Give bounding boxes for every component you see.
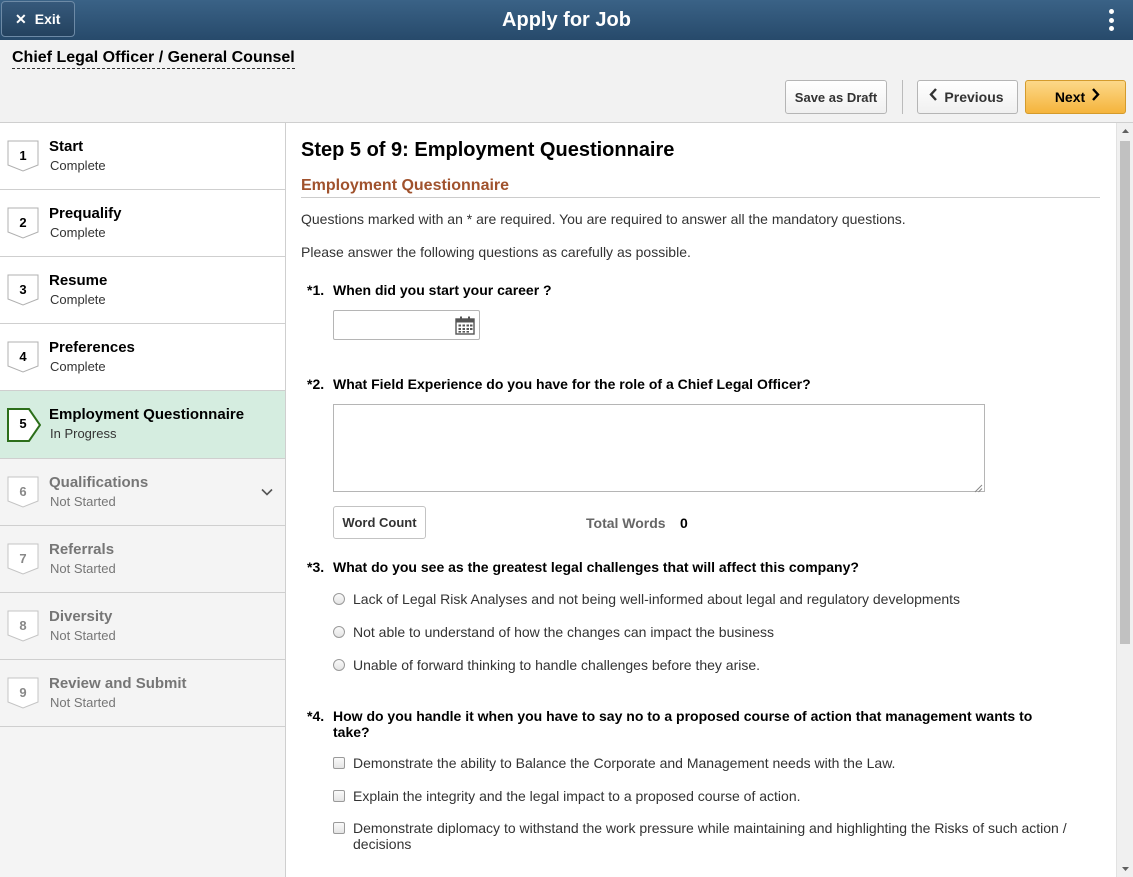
chevron-right-icon <box>1091 88 1100 106</box>
step-label: Qualifications <box>49 474 149 491</box>
step-item-resume[interactable] <box>0 257 285 324</box>
question-number: *2. <box>307 376 325 392</box>
exit-label: Exit <box>34 11 61 27</box>
total-words-label: Total Words <box>586 515 666 531</box>
question-number: *1. <box>307 282 325 298</box>
job-title-link[interactable]: Chief Legal Officer / General Counsel <box>12 49 295 69</box>
step-label: Diversity <box>49 608 113 625</box>
step-status: Complete <box>50 225 106 240</box>
step-label: Employment Questionnaire <box>49 406 245 423</box>
career-start-date-field[interactable] <box>333 310 480 340</box>
word-count-button[interactable]: Word Count <box>333 506 426 539</box>
question-text: How do you handle it when you have to say no to a proposed course of action that management wants to take? <box>333 708 1033 740</box>
step-number-badge: 1 <box>7 140 39 172</box>
kebab-menu-icon[interactable] <box>1109 9 1115 31</box>
question-1 <box>307 282 552 298</box>
option-label: Unable of forward thinking to handle challenges before they arise. <box>353 657 761 673</box>
page-header-title: Apply for Job <box>502 9 631 31</box>
step-label: Prequalify <box>49 205 122 222</box>
step-status: Not Started <box>50 561 116 576</box>
checkbox[interactable] <box>333 822 345 834</box>
step-number-badge: 3 <box>7 274 39 306</box>
step-number-badge: 2 <box>7 207 39 239</box>
total-words-value: 0 <box>680 515 688 531</box>
checkbox[interactable] <box>333 790 345 802</box>
top-header-bar <box>0 0 1133 40</box>
previous-label: Previous <box>944 89 1004 105</box>
step-status: Not Started <box>50 695 116 710</box>
step-number-badge: 9 <box>7 677 39 709</box>
question-number: *4. <box>307 708 325 724</box>
step-status: Not Started <box>50 628 116 643</box>
radio-option[interactable] <box>333 657 1103 673</box>
page-title: Step 5 of 9: Employment Questionnaire <box>301 139 675 161</box>
step-number-badge: 6 <box>7 476 39 508</box>
radio-button[interactable] <box>333 659 345 671</box>
vertical-scrollbar[interactable] <box>1116 123 1133 877</box>
close-icon: ✕ <box>15 10 27 27</box>
option-label: Demonstrate diplomacy to withstand the work pressure while maintaining and highlighting the Risks of such action / decisions <box>353 820 1067 852</box>
step-item-diversity[interactable] <box>0 593 285 660</box>
step-status: Complete <box>50 158 106 173</box>
checkbox[interactable] <box>333 757 345 769</box>
step-label: Referrals <box>49 541 115 558</box>
checkbox-option[interactable] <box>333 820 1103 852</box>
chevron-left-icon <box>929 88 938 106</box>
option-label: Lack of Legal Risk Analyses and not being well-informed about legal and regulatory developments <box>353 591 961 607</box>
radio-button[interactable] <box>333 626 345 638</box>
step-number-badge: 7 <box>7 543 39 575</box>
step-item-start[interactable] <box>0 123 285 190</box>
checkbox-option[interactable] <box>333 788 1103 804</box>
section-title: Employment Questionnaire <box>301 177 510 194</box>
section-divider <box>301 197 1100 198</box>
questionnaire-content <box>286 123 1116 877</box>
option-label: Demonstrate the ability to Balance the Corporate and Management needs with the Law. <box>353 755 896 771</box>
question-text: What do you see as the greatest legal challenges that will affect this company? <box>333 559 859 575</box>
option-label: Not able to understand of how the changes can impact the business <box>353 624 775 640</box>
question-4 <box>307 708 1067 740</box>
step-item-prequalify[interactable] <box>0 190 285 257</box>
question-text: When did you start your career ? <box>333 282 552 298</box>
step-item-preferences[interactable] <box>0 324 285 391</box>
question-text: What Field Experience do you have for the role of a Chief Legal Officer? <box>333 376 811 392</box>
step-item-review-and-submit[interactable] <box>0 660 285 727</box>
radio-option[interactable] <box>333 624 1103 640</box>
radio-option[interactable] <box>333 591 1103 607</box>
step-item-referrals[interactable] <box>0 526 285 593</box>
required-instructions: Questions marked with an * are required. You are required to answer all the mandatory questions. <box>301 211 906 227</box>
step-status: Not Started <box>50 494 116 509</box>
step-label: Review and Submit <box>49 675 187 692</box>
radio-button[interactable] <box>333 593 345 605</box>
option-label: Explain the integrity and the legal impact to a proposed course of action. <box>353 788 801 804</box>
resize-grip-icon[interactable] <box>973 480 983 490</box>
current-step-badge: 5 <box>7 408 39 440</box>
answer-instructions: Please answer the following questions as carefully as possible. <box>301 244 691 260</box>
step-navigation-sidebar <box>0 123 286 877</box>
step-label: Preferences <box>49 339 135 356</box>
button-divider <box>902 80 903 114</box>
scroll-down-arrow-icon[interactable] <box>1117 860 1133 877</box>
step-item-qualifications[interactable] <box>0 459 285 526</box>
question-number: *3. <box>307 559 325 575</box>
scroll-up-arrow-icon[interactable] <box>1117 123 1133 140</box>
step-status: Complete <box>50 292 106 307</box>
next-label: Next <box>1054 89 1086 105</box>
question-2 <box>307 376 811 392</box>
scroll-thumb[interactable] <box>1120 141 1130 644</box>
step-number-badge: 4 <box>7 341 39 373</box>
next-button[interactable] <box>1025 80 1126 114</box>
job-subheader <box>0 40 1133 123</box>
calendar-icon[interactable] <box>455 316 475 335</box>
step-label: Start <box>49 138 84 155</box>
chevron-down-icon[interactable] <box>261 485 273 497</box>
save-as-draft-button[interactable]: Save as Draft <box>785 80 887 114</box>
step-status: Complete <box>50 359 106 374</box>
question-3 <box>307 559 859 575</box>
step-label: Resume <box>49 272 108 289</box>
field-experience-textarea[interactable] <box>333 404 985 492</box>
step-item-employment-questionnaire[interactable] <box>0 391 285 459</box>
step-status: In Progress <box>50 426 117 441</box>
checkbox-option[interactable] <box>333 755 1103 771</box>
previous-button[interactable] <box>917 80 1018 114</box>
step-number-badge: 8 <box>7 610 39 642</box>
